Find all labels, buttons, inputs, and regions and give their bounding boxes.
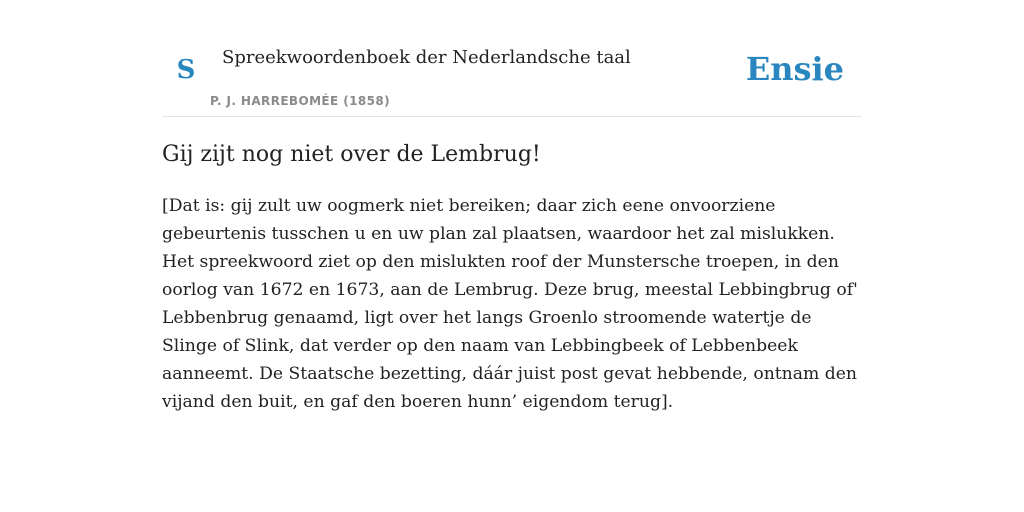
- book-author: P. J. HARREBOMÉE (1858): [210, 94, 390, 108]
- entry-text: [Dat is: gij zult uw oogmerk niet bereiken; daar zich eene onvoorziene gebeurtenis tusschen u en uw plan zal plaatsen, waardoor het zal mislukken. Het spreekwoord ziet op den mislukten roof der Munstersche troepen, in den oorlog van 1672 en 1673, aan de Lembrug. Deze brug, meestal Lebbingbrug of' Lebbenbrug genaamd, ligt over het langs Groenlo stroomende watertje de Slinge of Slink, dat verder op den naam van Lebbingbeek of Lebbenbeek aanneemt. De Staatsche bezetting, dáár juist post gevat hebbende, ontnam den vijand den buit, en gaf den boeren hunn’ eigendom terug].: [162, 196, 858, 412]
- header: [162, 0, 862, 117]
- book-logo-icon[interactable]: S: [176, 55, 196, 85]
- entry-title: Gij zijt nog niet over de Lembrug!: [162, 142, 541, 167]
- book-title[interactable]: Spreekwoordenboek der Nederlandsche taal: [222, 47, 631, 68]
- ensie-logo[interactable]: Ensie: [745, 50, 844, 88]
